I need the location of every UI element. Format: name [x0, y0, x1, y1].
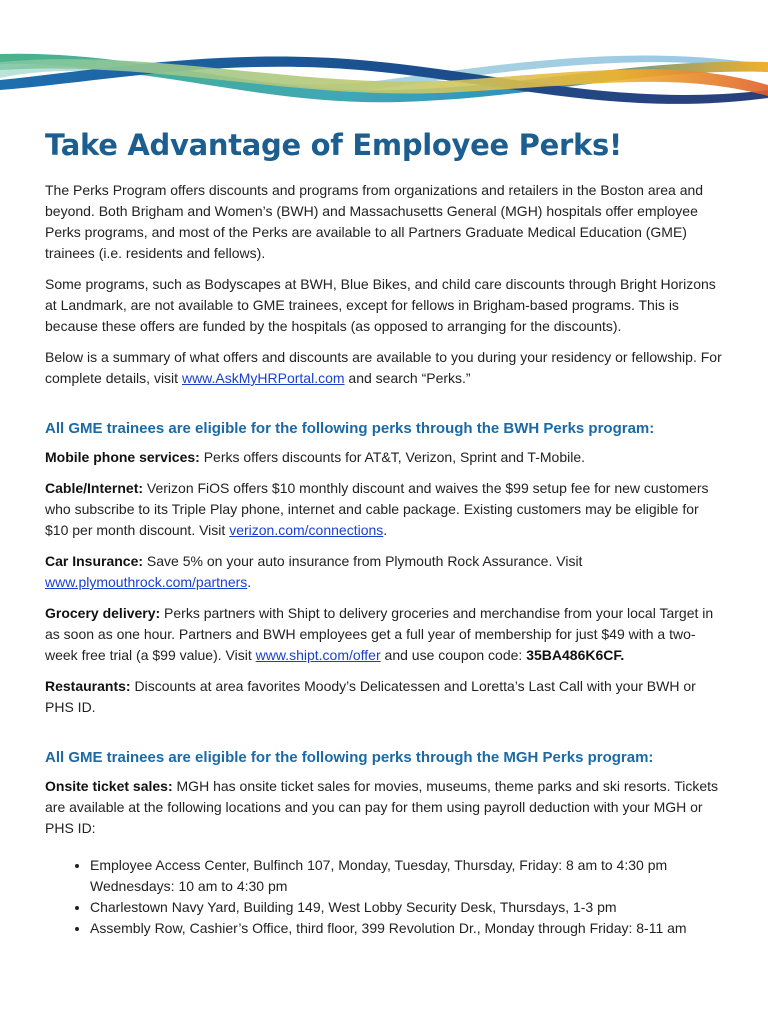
restaurants-perk: Restaurants: Discounts at area favorites Moody’s Delicatessen and Loretta’s Last Call with your BWH or PHS ID.	[45, 678, 696, 715]
onsite-ticket-perk: Onsite ticket sales: MGH has onsite ticket sales for movies, museums, theme parks and ski resorts. Tickets are available at the following locations and you can pay for them using payroll deduction with your MGH or PHS ID:	[45, 778, 719, 836]
intro-paragraph-3: Below is a summary of what offers and discounts are available to you during your residency or fellowship. For complete details, visit www.AskMyHRPortal.com and search “Perks.”	[45, 349, 722, 386]
list-item: • Employee Access Center, Bulfinch 107, Monday, Tuesday, Thursday, Friday: 8 am to 4:30 pm Wednesdays: 10 am to 4:30 pm	[90, 855, 725, 897]
list-item: • Assembly Row, Cashier’s Office, third floor, 399 Revolution Dr., Monday through Friday: 8-11 am	[90, 918, 725, 939]
document-body	[45, 120, 725, 939]
grocery-delivery-perk: Grocery delivery: Perks partners with Shipt to delivery groceries and merchandise from your local Target in as soon as one hour. Partners and BWH employees get a full year of membership for just $49 with a two-week free trial (a $99 value). Visit www.shipt.com/offer and use coupon code: 35BA486K6CF.	[45, 605, 714, 663]
verizon-link[interactable]: verizon.com/connections	[229, 522, 384, 538]
wave-banner	[0, 40, 768, 120]
mgh-perks-heading: All GME trainees are eligible for the following perks through the MGH Perks program:	[45, 749, 654, 766]
bwh-perks-heading: All GME trainees are eligible for the following perks through the BWH Perks program:	[45, 420, 655, 437]
intro-paragraph-2: Some programs, such as Bodyscapes at BWH, Blue Bikes, and child care discounts through Bright Horizons at Landmark, are not available to GME trainees, except for fellows in Brigham-based programs. This is because these offers are funded by the hospitals (as opposed to arranging for the discounts).	[45, 276, 716, 334]
plymouthrock-link[interactable]: www.plymouthrock.com/partners	[45, 574, 248, 590]
shipt-link[interactable]: www.shipt.com/offer	[255, 647, 381, 663]
mobile-phone-perk: Mobile phone services: Perks offers discounts for AT&T, Verizon, Sprint and T-Mobile.	[45, 449, 586, 465]
askmyhrportal-link[interactable]: www.AskMyHRPortal.com	[181, 370, 345, 386]
intro-paragraph-1: The Perks Program offers discounts and programs from organizations and retailers in the Boston area and beyond. Both Brigham and Women’s (BWH) and Massachusetts General (MGH) hospitals offer employee Perks programs, and most of the Perks are available to all Partners Graduate Medical Education (GME) trainees (i.e. residents and fellows).	[45, 182, 704, 261]
car-insurance-perk: Car Insurance: Save 5% on your auto insurance from Plymouth Rock Assurance. Visit www.plymouthrock.com/partners.	[45, 553, 583, 590]
list-item: • Charlestown Navy Yard, Building 149, West Lobby Security Desk, Thursdays, 1-3 pm	[90, 897, 725, 918]
ticket-locations-list	[45, 855, 725, 939]
coupon-code: 35BA486K6CF.	[526, 647, 625, 663]
cable-internet-perk: Cable/Internet: Verizon FiOS offers $10 monthly discount and waives the $99 setup fee for new customers who subscribe to its Triple Play phone, internet and cable package. Existing customers may be eligible for $10 per month discount. Visit verizon.com/connections.	[45, 480, 709, 538]
page-title: Take Advantage of Employee Perks!	[45, 128, 622, 162]
